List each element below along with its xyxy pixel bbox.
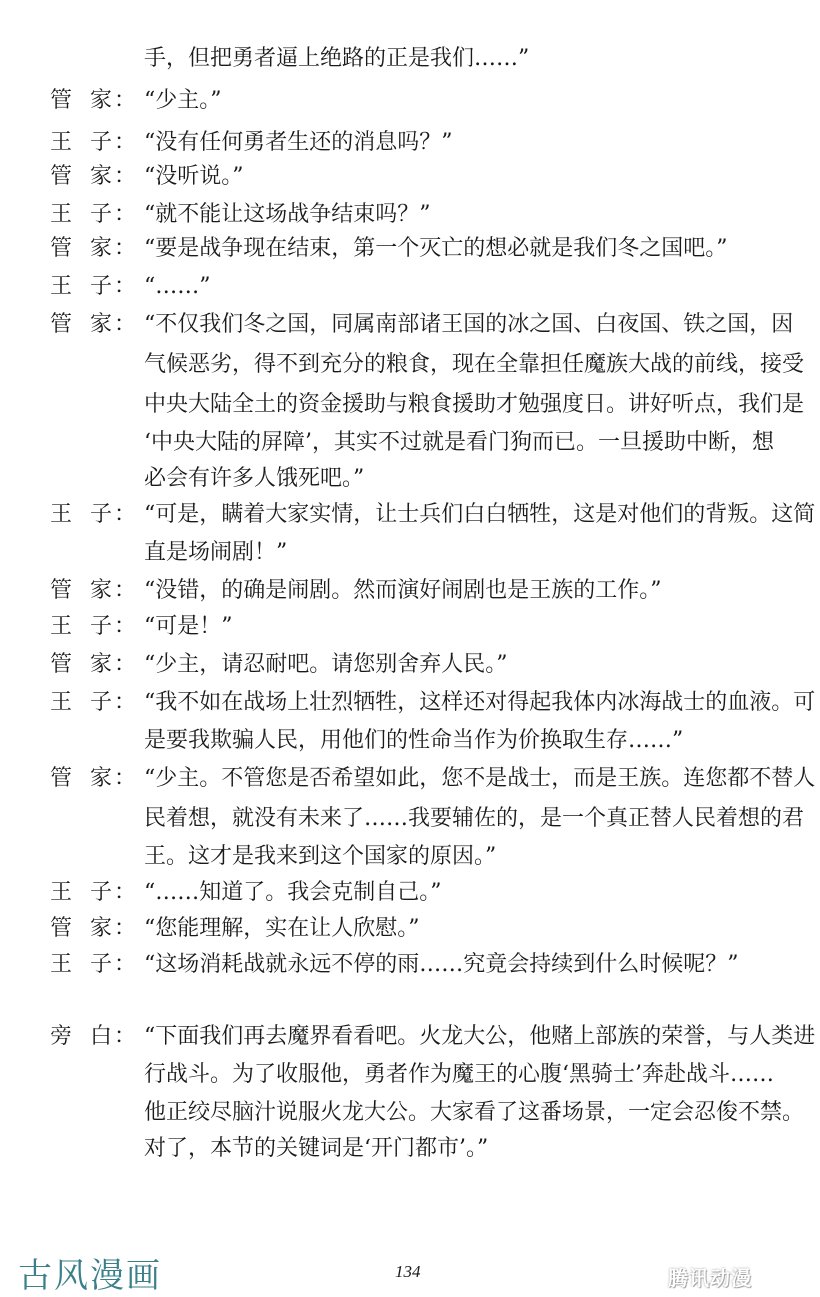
speaker-colon: ： — [114, 766, 137, 791]
speaker-char: 王 — [50, 690, 73, 715]
speaker-colon: ： — [114, 502, 137, 527]
speaker-char: 王 — [50, 952, 73, 977]
line-text: ‘中央大陆的屏障’，其实不过就是看门狗而已。一旦援助中断，想 — [144, 430, 774, 455]
line-text: “可是，瞒着大家实情，让士兵们白白牺牲，这是对他们的背叛。这简 — [144, 502, 816, 527]
speaker-name — [50, 874, 112, 912]
speaker-name — [50, 124, 112, 162]
speaker-char: 子 — [89, 880, 112, 905]
speaker-colon: ： — [114, 690, 137, 715]
line-text: 直是场闹剧！” — [144, 540, 288, 565]
speaker-name — [50, 158, 112, 196]
speaker-colon: ： — [114, 952, 137, 977]
speaker-name — [50, 230, 112, 268]
speaker-colon: ： — [114, 274, 137, 299]
speaker-char: 王 — [50, 130, 73, 155]
speaker-name — [50, 196, 112, 234]
speaker-colon: ： — [114, 652, 137, 677]
line-text: “我不如在战场上壮烈牺牲，这样还对得起我体内冰海战士的血液。可 — [144, 690, 816, 715]
line-text: 王。这才是我来到这个国家的原因。” — [144, 844, 497, 869]
speaker-colon: ： — [114, 164, 137, 189]
speaker-char: 管 — [50, 312, 73, 337]
line-text: “这场消耗战就永远不停的雨……究竟会持续到什么时候呢？” — [144, 952, 739, 977]
line-text: 对了，本节的关键词是‘开门都市’。” — [144, 1136, 489, 1161]
speaker-char: 家 — [89, 164, 112, 189]
speaker-colon: ： — [114, 312, 137, 337]
speaker-char: 家 — [89, 312, 112, 337]
line-text: “不仅我们冬之国，同属南部诸王国的冰之国、白夜国、铁之国，因 — [144, 312, 794, 337]
speaker-name — [50, 1018, 112, 1056]
speaker-name — [50, 306, 112, 344]
speaker-char: 旁 — [50, 1024, 73, 1049]
speaker-char: 王 — [50, 274, 73, 299]
speaker-name — [50, 760, 112, 798]
line-text: “没有任何勇者生还的消息吗？” — [144, 130, 453, 155]
speaker-char: 白 — [89, 1024, 112, 1049]
speaker-char: 子 — [89, 502, 112, 527]
speaker-char: 王 — [50, 202, 73, 227]
speaker-char: 家 — [89, 88, 112, 113]
speaker-char: 管 — [50, 164, 73, 189]
line-text: “……知道了。我会克制自己。” — [144, 880, 442, 905]
line-text: 手，但把勇者逼上绝路的正是我们……” — [144, 46, 530, 71]
speaker-name — [50, 268, 112, 306]
line-text: “少主。” — [144, 88, 222, 113]
speaker-name — [50, 496, 112, 534]
line-text: “下面我们再去魔界看看吧。火龙大公，他赌上部族的荣誉，与人类进 — [144, 1024, 816, 1049]
line-text: 民着想，就没有未来了……我要辅佐的，是一个真正替人民着想的君 — [144, 806, 805, 831]
speaker-colon: ： — [114, 202, 137, 227]
speaker-char: 子 — [89, 952, 112, 977]
line-text: “没听说。” — [144, 164, 244, 189]
speaker-colon: ： — [114, 578, 137, 603]
line-text: 是要我欺骗人民，用他们的性命当作为价换取生存……” — [144, 728, 684, 753]
speaker-char: 王 — [50, 614, 73, 639]
speaker-char: 管 — [50, 916, 73, 941]
speaker-name — [50, 684, 112, 722]
speaker-char: 子 — [89, 614, 112, 639]
speaker-colon: ： — [114, 236, 137, 261]
speaker-char: 管 — [50, 88, 73, 113]
line-text: “就不能让这场战争结束吗？” — [144, 202, 431, 227]
line-text: “少主。不管您是否希望如此，您不是战士，而是王族。连您都不替人 — [144, 766, 816, 791]
line-text: 必会有许多人饿死吧。” — [144, 466, 365, 491]
speaker-char: 子 — [89, 274, 112, 299]
page-number: 134 — [395, 1262, 421, 1281]
speaker-colon: ： — [114, 88, 137, 113]
line-text: “要是战争现在结束，第一个灭亡的想必就是我们冬之国吧。” — [144, 236, 728, 261]
speaker-char: 管 — [50, 652, 73, 677]
line-text: 行战斗。为了收服他，勇者作为魔王的心腹‘黑骑士’奔赴战斗…… — [144, 1062, 774, 1087]
speaker-char: 王 — [50, 880, 73, 905]
speaker-char: 家 — [89, 652, 112, 677]
speaker-char: 管 — [50, 766, 73, 791]
line-text: “没错，的确是闹剧。然而演好闹剧也是王族的工作。” — [144, 578, 662, 603]
line-text: 他正绞尽脑汁说服火龙大公。大家看了这番场景，一定会忍俊不禁。 — [144, 1100, 805, 1125]
speaker-colon: ： — [114, 614, 137, 639]
speaker-colon: ： — [114, 916, 137, 941]
speaker-name — [50, 572, 112, 610]
speaker-char: 子 — [89, 690, 112, 715]
speaker-colon: ： — [114, 1024, 137, 1049]
speaker-colon: ： — [114, 130, 137, 155]
speaker-char: 家 — [89, 236, 112, 261]
line-text: “可是！” — [144, 614, 233, 639]
speaker-char: 王 — [50, 502, 73, 527]
line-text: “您能理解，实在让人欣慰。” — [144, 916, 420, 941]
line-text: “少主，请忍耐吧。请您别舍弃人民。” — [144, 652, 508, 677]
speaker-char: 家 — [89, 766, 112, 791]
speaker-name — [50, 82, 112, 120]
line-text: 中央大陆全土的资金援助与粮食援助才勉强度日。讲好听点，我们是 — [144, 392, 805, 417]
speaker-name — [50, 946, 112, 984]
speaker-name — [50, 646, 112, 684]
speaker-colon: ： — [114, 880, 137, 905]
site-logo: 古风漫画 — [18, 1256, 162, 1296]
speaker-char: 子 — [89, 202, 112, 227]
speaker-char: 管 — [50, 578, 73, 603]
line-text: “……” — [144, 274, 211, 299]
speaker-char: 管 — [50, 236, 73, 261]
speaker-char: 家 — [89, 916, 112, 941]
speaker-name — [50, 608, 112, 646]
line-text: 气候恶劣，得不到充分的粮食，现在全靠担任魔族大战的前线，接受 — [144, 352, 805, 377]
speaker-char: 家 — [89, 578, 112, 603]
watermark-logo: 腾讯动漫 — [668, 1266, 752, 1290]
speaker-char: 子 — [89, 130, 112, 155]
speaker-name — [50, 910, 112, 948]
